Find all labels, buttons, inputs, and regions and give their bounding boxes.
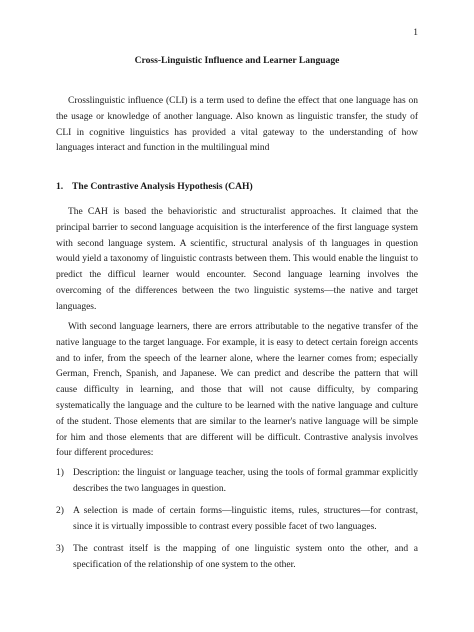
document-title: Cross-Linguistic Influence and Learner Language — [134, 55, 340, 66]
procedure-marker: 2) — [56, 506, 64, 516]
procedure-text: Description: the linguist or language teacher, using the tools of formal grammar explicitly describes the two languages in question. — [73, 468, 418, 494]
procedure-text: The contrast itself is the mapping of one linguistic system onto the other, and a specification of the relationship of one system to the other. — [73, 544, 418, 570]
section-title: The Contrastive Analysis Hypothesis (CAH) — [72, 181, 253, 192]
procedure-marker: 1) — [56, 468, 64, 478]
intro-paragraph: Crosslinguistic influence (CLI) is a term used to define the effect that one language has on the usage or knowledge of another language. Also known as linguistic transfer, the study of CLI in cognitive linguistics has provided a vital gateway to the understanding of how languages interact and function in the multilingual mind — [56, 96, 418, 154]
procedure-text: A selection is made of certain forms—linguistic items, rules, structures—for contrast, since it is virtually impossible to contrast every possible facet of two languages. — [73, 506, 418, 532]
cah-paragraph: The CAH is based the behavioristic and structuralist approaches. It claimed that the principal barrier to second language acquisition is the interference of the first language system with second language system. A scientific, structural analysis of th languages in question would yield a taxonomy of linguistic contrasts between them. This would enable the linguist to predict the difficul learner would encounter. Second language learning involves the overcoming of the differences between the two linguistic systems—the native and target languages. — [56, 207, 418, 312]
section-heading — [56, 179, 253, 195]
page-number: 1 — [413, 28, 418, 38]
transfer-paragraph: With second language learners, there are errors attributable to the negative transfer of the native language to the target language. For example, it is easy to detect certain foreign accents and to infer, from the speech of the learner alone, where the learner comes from; especially German, French, Spanish, and Japanese. We can predict and describe the pattern that will cause difficulty in learning, and those that will not cause difficulty, by comparing systematically the language and the culture to be learned with the native language and culture of the student. Those elements that are similar to the learner's native language will be simple for him and those elements that are different will be difficult. Contrastive analysis involves four different procedures: — [56, 322, 418, 459]
procedure-item — [56, 542, 418, 574]
procedure-item — [56, 504, 418, 536]
procedure-marker: 3) — [56, 544, 64, 554]
procedure-item — [56, 466, 418, 498]
section-number: 1. — [56, 181, 64, 192]
